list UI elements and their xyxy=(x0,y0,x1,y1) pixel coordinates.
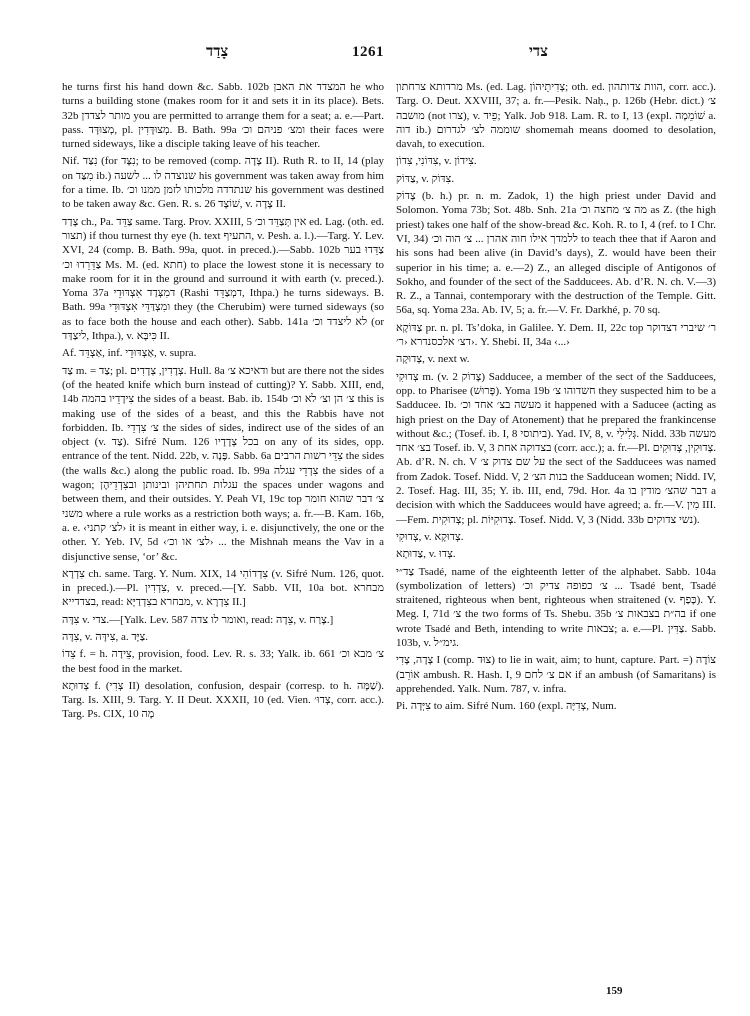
entry-pi: Pi. צִיְּדָה to aim. Sifré Num. 160 (expl. צְדִיָּה, Num. xyxy=(396,700,617,713)
signature-mark: 159 xyxy=(606,985,623,997)
entry-continuation: he turns first his hand down &c. Sabb. 102b המצדד את האבן he who turns a building stone (makes room for it and sets it in its place). Bets. 32b מותר לצדדן you are permitted to arrange them for a seat; a. e.—Part. pass. מְצוּדָּד, pl. מְצוּדָּדִין. B. Bath. 99a ומצ׳ פניהם וכ׳ their faces were turned sideways, like a disciple taking leave of his teacher. xyxy=(62,81,385,151)
right-column xyxy=(396,80,716,716)
left-column xyxy=(62,80,384,725)
entry-tsadah: צָדָה, צָדִי I (comp. צוּד) to lie in wait, aim; to hunt, capture. Part. צוֹדֶה (= אוֹרֵב) ambush. R. Hash. I, 9 אם צ׳ לחם if an ambush (of Samaritans) is apprehended. Yalk. Num. 787, v. infra. xyxy=(396,654,717,695)
entry-tsidoni: צִדּוֹנִי, צִדוֹן, v. צִידוֹן. xyxy=(396,155,477,168)
entry-tseduta: צְדוּתָא f. (צְדִי II) desolation, confusion, despair (corresp. to h. שַׁמָּה). Targ. Is. XIII, 9. Targ. Y. II Deut. XXXII, 10 (ed. Vien. צְדוּ׳, corr. acc.). Targ. Ps. CIX, 10 מָה xyxy=(62,679,385,721)
entry-tsidah: צִדָּה v. צדי.—[Yalk. Lev. 587 ואומר לו צדה, read: צֵדָה, v. צָרַח.] xyxy=(62,613,334,626)
entry-tsad: צַד m. = צַד; pl. צְדָדִין, צְדָדִים. Hull. 8a ודאיכא צ׳ but are there not the sides (of the heated knife which burn instead of cutting)? Y. Sabb. XIII, end, 14b צִידָדֵיו בהמה the sides of a beast. Bab. ib. 154b צ׳ הן וצ׳ לא וכ׳ this is making use of the sides of a beast, and this the Rabbis have not forbidden. Ib. צ׳ צִדְדֵי the sides of sides, indirect use of the sides of an object (v. צַד). Sifré Num. 126 בכל צְדָדָיו on any of its sides, opp. entrance of the tent. Nidd. 22b, v. פֶּנָה. Sabb. 6a צִדֵּי רשות הרבים the sides (the walls &c.) along the public road. Ib. 99a צִדְדֵי עגלה the sides of a wagon; עגלות תחתיהן ובינותן ובצִדְדֵיהֶן the spaces under wagons and between them, and their outsides. Y. Peah VI, 19c top צ׳ דבר שהוא חומר משני where a rule works as a restriction both ways; a. fr.—B. Kam. 16b, a. e. ‹לצ׳ קתני› it is meant in either way, i. e. disjunctively, the one or the other. Y. Yeb. IV, 5d ‹לצ׳ או וכ׳› ... the Mishnah means the Vav in a disjunctive sense, ‘or’ &c. xyxy=(62,364,385,563)
page-number: 1261 xyxy=(352,44,384,60)
entry-tseduka: צְדוּקָה, v. next w. xyxy=(396,353,470,366)
entry-tsedo: צֵדוֹ f. = h. צֵידָה, provision, food. Lev. R. s. 33; Yalk. ib. 661 צ׳ מבא וכ׳ the best food in the market. xyxy=(62,648,384,675)
entry-tseduki: צְדוּקִי m. (v. צָדוֹק 2) Sadducee, a member of the sect of the Sadducees, opp. to Pharisee (פָּרוּשׁ). Yoma 19b חשדוהו צ׳ they suspected him to be a Sadducee. Ib. מעשה בצ׳ אחד וכ׳ it happened with a Saducee (acting as high priest on the Day of Atonement) that he prepared the frankincense without &c.; (Tosef. ib. I, 8 ביתוסי). Yad. IV, 8, v. גְּלִילִי. Nidd. 33b מעשה בצ׳ אחד Tosef. ib. V, 3 בצדוקה אחת (corr. acc.); a. fr.—Pl. צְדוּקִין, צְדוּקִים. Ab. d’R. N. ch. V על שם צדוק צ׳ the sect of the Sadducees was named from Zadok. Tosef. Nidd. V, 2 בנות הצ׳ the Sadducean women; Nidd. IV, 2. Tosef. Hag. III, 35; Y. ib. III, end, 79d. Hor. 4a דבר שהצ׳ מודין בו a decision with which the Sadducees would have agreed; a. fr.—V. מִין III.—Fem. צְדוּקִית; pl. צְדוּקִיּוֹת. Tosef. Nidd. V, 3 (Nidd. 33b נשי צדוקים). xyxy=(396,370,716,526)
entry-continuation: מרדותא צרחתון Ms. (ed. Lag. צְדִיתֵיהוֹן; oth. ed. הוות צדותהון, corr. acc.). Targ. O. Deut. XXVIII, 37; a. fr.—Pesik. Naḥ., p. 126b (Hebr. dict.) צ׳ מושבה (not צרו), v. פֵיד; Yalk. Job 918. Lam. R. to I, 13 (expl. שׁוֹמֵמָה a. דוה ib.) שוממה לצ׳ לגדרום shomemah means doomed to desolation, davah, to execution. xyxy=(396,81,716,151)
entry-tseduki-2: צְדוּקִי, v. צְדוּקָא. xyxy=(396,530,464,543)
entry-tsidda: צִדְדָא ch. same. Targ. Y. Num. XIX, 14 צִדְדוֹהִי (v. Sifré Num. 126, quot. in preced.).—Pl. צִדְדִין, v. preced.—[Y. Sabb. VII, 10a bot. מבחרא בצדדייא, read: מבחרא בצִדְדַיָּא, v. צִדְרָא II.] xyxy=(62,567,385,609)
entry-tsadok: צָדוֹק (b. h.) pr. n. m. Zadok, 1) the high priest under David and Solomon. Yoma 73b; Sot. 48b. Snh. 21a מה צ׳ מחצה וכ׳ as Z. (the high priest) takes one half of the show-bread &c. Koh. R. to I, 4 (ref. to I Chr. VI, 34) ללמדך אילו חוה אהרן ... צ׳ הוה וכ׳ to teach thee that if Aaron and his sons had been alive (in David’s days), Z. would have been their superior in his time; a. e.—2) Z., an alleged disciple of Antigonos of Sokho, and founder of the sect of the Sadducees. Ab. d’R. N. ch. V.—3) R. Z., a Tannai, contemporary with the destruction of the Temple. Gitt. 56a, sq. Yoma 23a. Ab. IV, 5; a. fr.—V. Fr. Darkhé, p. 70 sq. xyxy=(396,190,716,317)
entry-tsadoka: צַדּוֹקָא pr. n. pl. Ts’doka, in Galilee. Y. Dem. II, 22c top ר׳ שיברי דצדוקר דצ׳ אלכסנדרא ‹ר׳›. Y. Shebi. II, 34a ‹...› xyxy=(396,321,716,349)
entry-tsadad-ch: צָדַד ch., Pa. צַדֵּד same. Targ. Prov. XXIII, 5 אין תְּצַדֵּד וכ׳ ed. Lag. (oth. ed. תצור) if thou turnest thy eye (h. text התעיף, v. Pesh. a. l.).—Targ. Y. Lev. XVI, 24 (comp. B. Bath. 99a, quot. in preced.).—Sabb. 102b צַדֵּדוּ בער צַדֵּרֵדוּ וכ׳ Ms. M. (ed. חתא) to place the lowest stone it is necessary to make room for it in the ground and surround it with earth (v. preced.). Yoma 37a דמִצְּדַד אִצְדּוּדֵי (Rashi דמְצַדֵּד, Ithpa.) he turns sideways. B. Bath. 99a ומִצְדַּדֵּי אִצְדּוּדֵי they (the Cherubim) were turned sideways (so as to face both the house and each other). Sabb. 141a לא ליצדד וכ׳ (or ליצַדַּד, Ithpa.), v. כִּיבָּא II. xyxy=(62,215,385,343)
entry-nif: Nif. נִצַּד (for נִצָּד; to be removed (comp. צָדָה II). Ruth R. to II, 14 (play on מִצַּד ib.) שנוצדה לו ... לשעה his government was taken away from him for a time. Ib. שנתדדה מלכותו לזמן ממנו וכ׳ his government was destined to be taken away &c. Gen. R. s. 26 שׁוֹצָד, v. צָדָה II. xyxy=(62,155,384,211)
entry-tsaduta: צַדוּתָא, v. צְדוּ. xyxy=(396,548,456,561)
entry-af: Af. אַצְדֵּד, inf. אַצְדּוּדֵי, v. supra. xyxy=(62,347,197,360)
entry-tsaddok: צַדּוֹק, v. צִדּוֹק. xyxy=(396,172,455,185)
headword-right: צדי xyxy=(529,44,549,60)
entry-tsade: צַד״י Tsadé, name of the eighteenth letter of the alphabet. Sabb. 104a (symbolization of letters) צ׳ כפופה צדיק וכ׳ ... Tsadé bent, Tsadé straitened, righteous when bent, righteous when straitened (v. כָּפַף). Y. Meg. I, 71d צ׳ the two forms of Ts. Shebu. 35b בה״ת בצבאות צ׳ if one wrote Tsadé and Beth, intending to write צבאות; a. e.—Pl. צַדִּין. Sabb. 103b, v. גימ״ל. xyxy=(396,565,717,649)
entry-tsidah-2: צִדָּה, v. צִידָּה, a. צַיָּד. xyxy=(62,630,149,643)
running-header xyxy=(0,44,750,66)
headword-left: צָדַד xyxy=(206,44,229,60)
